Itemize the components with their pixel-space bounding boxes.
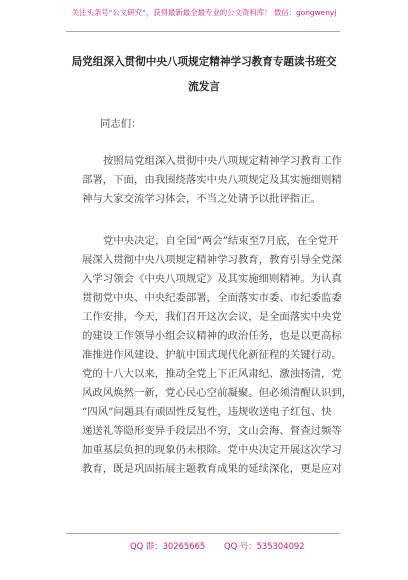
salutation: 同志们： bbox=[100, 118, 142, 130]
paragraph-2 bbox=[82, 232, 352, 479]
paragraph-1-line: 神与大家交流学习体会，不当之处请予以批评指正。 bbox=[82, 193, 321, 205]
document-title-line-2: 流发言 bbox=[188, 81, 220, 93]
paragraph-2-line: 入学习领会《中央八项规定》及其实施细则精神。为认真 bbox=[82, 273, 342, 285]
document-title-line-1: 局党组深入贯彻中央八项规定精神学习教育专题读书班交 bbox=[71, 56, 337, 68]
paragraph-2-line: 的建设工作领导小组会议精神的政治任务，也是以更高标 bbox=[82, 330, 342, 342]
paragraph-2-line: 工作安排，今天，我们召开这次会议，是全面落实中央党 bbox=[82, 311, 342, 323]
paragraph-1-line: 按照局党组深入贯彻中央八项规定精神学习教育工作 bbox=[103, 155, 342, 167]
footer bbox=[0, 539, 408, 553]
paragraph-2-line: 教育，既是巩固拓展主题教育成果的延续深化，更是应对 bbox=[82, 463, 342, 475]
paragraph-2-line: 准推进作风建设、护航中国式现代化新征程的关键行动。 bbox=[82, 349, 342, 361]
paragraph-2-line: 党中央决定，自全国“两会”结束至7月底，在全党开 bbox=[103, 235, 339, 247]
paragraph-1-line: 部署，下面，由我围绕落实中央八项规定及其实施细则精 bbox=[82, 174, 342, 186]
paragraph-2-line: “四风”问题具有顽固性反复性，违规收送电子红包、快 bbox=[82, 406, 332, 418]
footer-qq-group: QQ 群：30265665 bbox=[130, 541, 206, 551]
paragraph-2-line: 风政风焕然一新，党心民心空前凝聚。但必须清醒认识到， bbox=[82, 387, 353, 399]
paragraph-2-line: 贯彻党中央、中央纪委部署，全面落实市委、市纪委监委 bbox=[82, 292, 342, 304]
paragraph-2-line: 加重基层负担的现象仍未根除。党中央决定开展这次学习 bbox=[82, 444, 342, 456]
footer-qq-number: QQ 号：535304092 bbox=[224, 541, 305, 551]
paragraph-2-line: 递送礼等隐形变异手段层出不穷，文山会海、督查过频等 bbox=[82, 425, 342, 437]
header-divider bbox=[66, 31, 340, 32]
paragraph-2-line: 展深入贯彻中央八项规定精神学习教育，教育引导全党深 bbox=[82, 254, 342, 266]
header-banner: 关注头条号“公文研究”，获得最新最全最专业的公文资料库！ 微信：gongwenyj bbox=[71, 8, 337, 17]
paragraph-2-line: 党的十八大以来，推动全党上下正风肃纪、激浊扬清，党 bbox=[82, 368, 342, 380]
paragraph-1 bbox=[82, 152, 352, 209]
footer-divider bbox=[66, 533, 340, 534]
